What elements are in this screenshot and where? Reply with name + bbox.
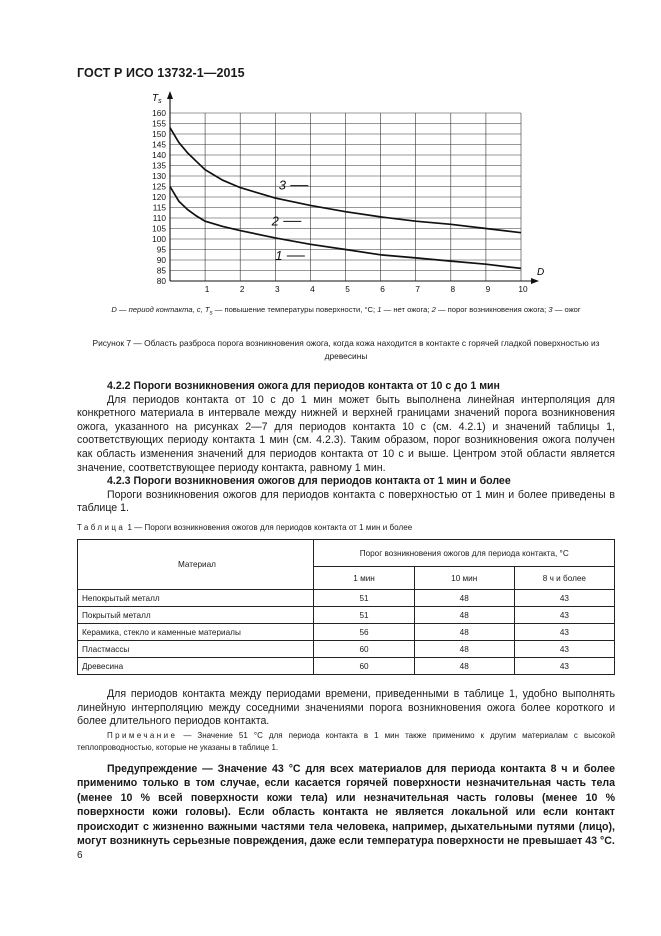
table-cell-material: Непокрытый металл — [78, 590, 314, 607]
table-cell: 56 — [314, 624, 414, 641]
y-tick-label: 95 — [156, 244, 166, 255]
table-cell-material: Древесина — [78, 658, 314, 675]
document-header: ГОСТ Р ИСО 13732-1—2015 — [77, 66, 245, 80]
x-tick-label: 6 — [380, 284, 385, 294]
section-4-2-3-text: Пороги возникновения ожогов для периодов контакта с поверхностью от 1 мин и более приведены в таблице 1. — [77, 488, 615, 515]
table-cell: 60 — [314, 658, 414, 675]
note — [77, 730, 615, 753]
curve-labels — [271, 178, 309, 263]
table-cell: 48 — [414, 607, 514, 624]
burn-threshold-table — [77, 539, 615, 675]
table-row — [78, 624, 615, 641]
figure-title: Рисунок 7 — Область разброса порога возникновения ожога, когда кожа находится в контакте с горячей гладкой поверхностью из древесины — [92, 338, 600, 361]
table-caption-rest: 1 — Пороги возникновения ожогов для периодов контакта от 1 мин и более — [127, 523, 413, 532]
y-tick-label: 110 — [152, 213, 166, 223]
x-tick-label: 8 — [450, 284, 456, 294]
table-header-1min: 1 мин — [314, 567, 414, 590]
legend-n2: 2 — [431, 305, 436, 314]
chart-grid — [170, 113, 521, 281]
y-tick-label: 120 — [152, 192, 166, 202]
curve-label-1: 1 — [275, 248, 283, 263]
x-tick-label: 4 — [310, 284, 315, 294]
after-table-text: Для периодов контакта между периодами времени, приведенными в таблице 1, удобно выполнять линейную интерполяцию между соседними значениями порога возникновения ожога более короткого и более длительного периодов контакта. — [77, 688, 615, 728]
table-cell: 48 — [414, 624, 514, 641]
page-number: 6 — [77, 850, 83, 861]
x-tick-label: 1 — [204, 284, 210, 294]
table-cell: 43 — [514, 641, 614, 658]
legend-t-symbol: T — [204, 305, 210, 314]
chart-axes — [167, 91, 539, 284]
legend-n3: 3 — [548, 305, 553, 314]
table-cell: 60 — [314, 641, 414, 658]
note-text: — Значение 51 °С для периода контакта в 1 мин также применимо к другим материалам с высокой теплопроводностью, которые не указаны в таблице 1. — [77, 731, 615, 752]
y-tick-labels — [152, 108, 166, 286]
legend-l3: — ожог — [554, 305, 581, 314]
y-tick-label: 80 — [156, 276, 166, 286]
x-tick-label: 2 — [239, 284, 245, 294]
table-cell: 51 — [314, 607, 414, 624]
x-tick-label: 7 — [415, 284, 421, 294]
table-header-8h: 8 ч и более — [514, 567, 614, 590]
curve-label-2: 2 — [271, 213, 279, 229]
y-tick-label: 135 — [152, 160, 166, 171]
curve-label-3: 3 — [278, 177, 286, 193]
note-label: Примечание — [107, 731, 178, 740]
burn-threshold-chart — [0, 0, 661, 300]
x-tick-label: 3 — [274, 284, 280, 294]
y-axis-label — [152, 93, 162, 105]
y-tick-label: 130 — [152, 171, 166, 181]
table-cell: 48 — [414, 590, 514, 607]
y-axis-label-main: T — [152, 93, 159, 104]
x-tick-labels — [205, 284, 528, 294]
y-tick-label: 115 — [152, 202, 166, 213]
x-axis-arrow — [531, 278, 539, 284]
x-tick-label: 10 — [518, 284, 528, 294]
section-4-2-3-heading: 4.2.3 Пороги возникновения ожогов для периодов контакта от 1 мин и более — [107, 475, 511, 488]
legend-t-sub: s — [209, 309, 213, 317]
x-axis-label: D — [537, 267, 545, 278]
x-tick-label: 5 — [345, 284, 350, 294]
table-cell: 43 — [514, 607, 614, 624]
x-tick-label: 9 — [485, 284, 491, 294]
y-tick-label: 150 — [152, 129, 166, 139]
table-header-group: Порог возникновения ожогов для периода контакта, °С — [314, 540, 615, 567]
table-cell: 43 — [514, 658, 614, 675]
y-axis-arrow — [167, 91, 173, 99]
y-tick-label: 140 — [152, 150, 166, 160]
section-4-2-2-text: Для периодов контакта от 10 с до 1 мин может быть выполнена линейная интерполяция для конкретного материала в интервале между нижней и верхней границами значений порога возникновения ожога, указанного на рисунках 2—7 для периодов контакта 10 с (см. 4.2.1) и значений таблицы 1, соответствующих периоду контакта 1 мин (см. 4.2.3). Таким образом, порог возникновения ожога получен как область изменения значений для периодов контакта от 10 с и выше. Центром этой области является значение, соответствующее периоду контакта, равному 1 мин. — [77, 393, 615, 474]
table-cell: 43 — [514, 590, 614, 607]
table-row — [78, 658, 615, 675]
table-row — [78, 641, 615, 658]
legend-text-b: — повышение температуры поверхности, °С; — [214, 305, 376, 314]
table-header-material: Материал — [78, 540, 314, 590]
y-tick-label: 155 — [152, 118, 166, 129]
table-cell: 48 — [414, 641, 514, 658]
table-row — [78, 607, 615, 624]
table-cell: 43 — [514, 624, 614, 641]
y-tick-label: 125 — [152, 181, 166, 192]
warning: Предупреждение — Значение 43 °С для всех материалов для периода контакта 8 ч и более применимо только в том случае, если касается горячей поверхности незначительная часть тела (менее 10 % всей поверхности кожи тела) или незначительная часть головы (менее 10 % поверхности кожи головы). Если область контакта не является локальной или если контакт происходит с жизненно важными частями тела человека, например, дыхательными путями (лицо), могут возникнуть серьезные повреждения, даже если температура поверхности не превышает 43 °С. — [77, 763, 615, 848]
table-cell: 51 — [314, 590, 414, 607]
table-caption — [77, 523, 412, 532]
y-axis-label-sub: s — [158, 98, 162, 105]
table-row — [78, 590, 615, 607]
legend-l1: — нет ожога; — [383, 305, 430, 314]
y-tick-label: 90 — [156, 255, 166, 265]
table-cell-material: Пластмассы — [78, 641, 314, 658]
table-cell-material: Керамика, стекло и каменные материалы — [78, 624, 314, 641]
y-tick-label: 100 — [152, 234, 166, 244]
legend-n1: 1 — [377, 305, 382, 314]
legend-l2: — порог возникновения ожога; — [437, 305, 547, 314]
y-tick-label: 105 — [152, 223, 166, 234]
y-tick-label: 160 — [152, 108, 166, 118]
y-tick-label: 145 — [152, 139, 166, 150]
legend-text-a: D — период контакта, с, — [111, 305, 203, 314]
table-caption-word: Таблица — [77, 523, 126, 532]
table-cell: 48 — [414, 658, 514, 675]
after-table-section — [77, 688, 615, 729]
section-4-2-2-heading: 4.2.2 Пороги возникновения ожога для периодов контакта от 10 с до 1 мин — [107, 380, 500, 392]
table-cell-material: Покрытый металл — [78, 607, 314, 624]
y-tick-label: 85 — [156, 265, 166, 276]
section-4-2-2 — [77, 380, 615, 516]
table-header-10min: 10 мин — [414, 567, 514, 590]
chart-legend-caption — [77, 304, 615, 320]
